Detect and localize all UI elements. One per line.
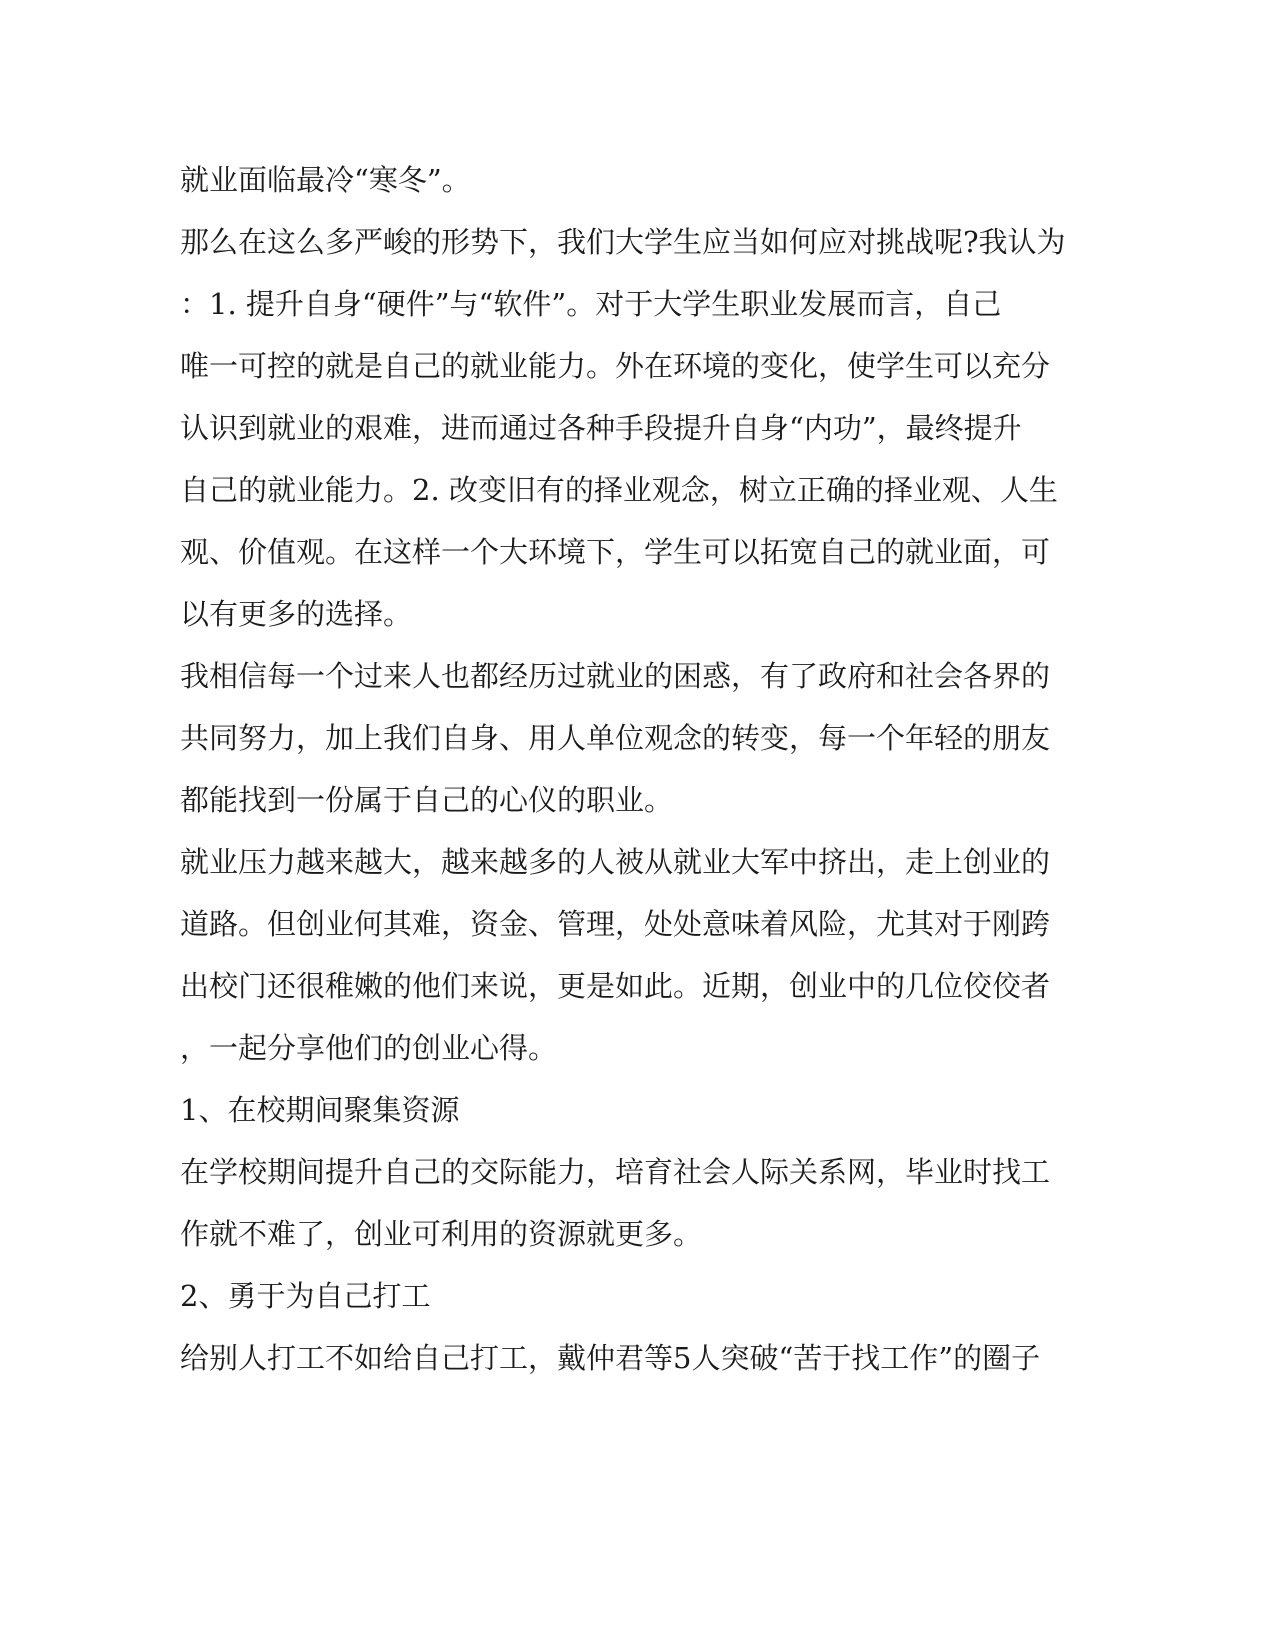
text-line: 自己的就业能力。2. 改变旧有的择业观念，树立正确的择业观、人生 [180, 473, 1058, 507]
text-line: 以有更多的选择。 [180, 597, 413, 631]
text-line: 就业压力越来越大，越来越多的人被从就业大军中挤出，走上创业的 [180, 845, 1051, 879]
text-line: 出校门还很稚嫩的他们来说，更是如此。近期，创业中的几位佼佼者 [180, 969, 1051, 1003]
text-line: 观、价值观。在这样一个大环境下，学生可以拓宽自己的就业面，可 [180, 535, 1051, 569]
text-line: 道路。但创业何其难，资金、管理，处处意味着风险，尤其对于刚跨 [180, 907, 1051, 941]
text-line: 就业面临最冷“寒冬”。 [180, 163, 471, 197]
text-line: 那么在这么多严峻的形势下，我们大学生应当如何应对挑战呢?我认为 [180, 225, 1066, 259]
text-line: ，一起分享他们的创业心得。 [180, 1031, 558, 1065]
text-line: 共同努力，加上我们自身、用人单位观念的转变，每一个年轻的朋友 [180, 721, 1051, 755]
text-line: 唯一可控的就是自己的就业能力。外在环境的变化，使学生可以充分 [180, 349, 1051, 383]
text-line: ：1. 提升自身“硬件”与“软件”。对于大学生职业发展而言，自己 [180, 287, 1002, 321]
section-heading: 2、勇于为自己打工 [180, 1279, 431, 1313]
text-line: 给别人打工不如给自己打工，戴仲君等5人突破“苦于找工作”的圈子 [180, 1341, 1041, 1375]
text-line: 在学校期间提升自己的交际能力，培育社会人际关系网，毕业时找工 [180, 1155, 1051, 1189]
text-line: 都能找到一份属于自己的心仪的职业。 [180, 783, 674, 817]
text-line: 作就不难了，创业可利用的资源就更多。 [180, 1217, 703, 1251]
text-line: 我相信每一个过来人也都经历过就业的困惑，有了政府和社会各界的 [180, 659, 1051, 693]
section-heading: 1、在校期间聚集资源 [180, 1093, 460, 1127]
text-line: 认识到就业的艰难，进而通过各种手段提升自身“内功”，最终提升 [180, 411, 1022, 445]
